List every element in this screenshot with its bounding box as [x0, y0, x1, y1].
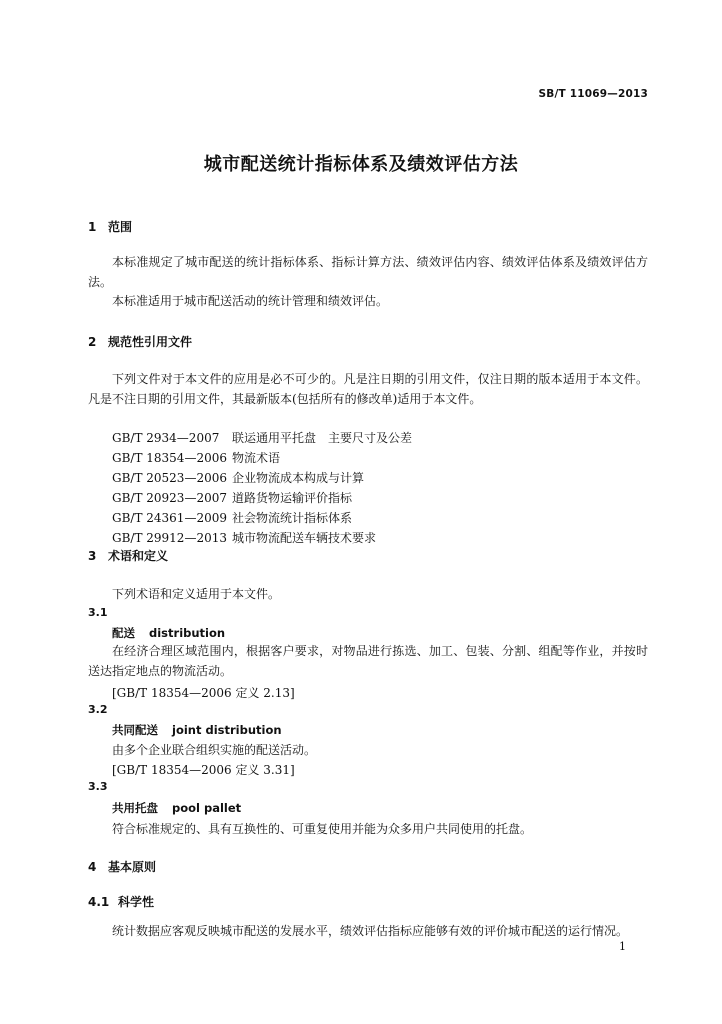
- section-1-heading: [88, 218, 132, 235]
- term-heading: [112, 800, 241, 816]
- term-source: [GB/T 18354—2006 定义 3.31]: [112, 763, 295, 777]
- section-number: 4: [88, 860, 97, 874]
- term-heading: [112, 722, 282, 738]
- subsection-title: 科学性: [118, 895, 155, 909]
- section-number: 1: [88, 220, 97, 234]
- scope-paragraph-1: 本标准规定了城市配送的统计指标体系、指标计算方法、绩效评估内容、绩效评估体系及绩效评估方法。: [88, 255, 648, 289]
- reference-item: [112, 429, 412, 446]
- reference-item: [112, 469, 364, 486]
- reference-title: 道路货物运输评价指标: [232, 491, 353, 505]
- reference-code: GB/T 18354—2006: [112, 451, 227, 465]
- reference-title: 社会物流统计指标体系: [232, 511, 353, 525]
- term-chinese: 共同配送: [112, 723, 158, 737]
- reference-code: GB/T 2934—2007: [112, 431, 220, 445]
- reference-code: GB/T 20523—2006: [112, 471, 227, 485]
- reference-item: [112, 509, 352, 526]
- term-chinese: 共用托盘: [112, 801, 158, 815]
- section-number: 2: [88, 335, 97, 349]
- document-title: 城市配送统计指标体系及绩效评估方法: [203, 154, 519, 175]
- principle-paragraph: 统计数据应客观反映城市配送的发展水平，绩效评估指标应能够有效的评价城市配送的运行情况。: [112, 924, 629, 938]
- reference-title: 联运通用平托盘 主要尺寸及公差: [232, 431, 413, 445]
- normative-intro: 下列文件对于本文件的应用是必不可少的。凡是注日期的引用文件，仅注日期的版本适用于本文件。凡是不注日期的引用文件，其最新版本(包括所有的修改单)适用于本文件。: [88, 372, 648, 406]
- reference-item: [112, 449, 280, 466]
- page-number: 1: [619, 940, 626, 953]
- reference-item: [112, 489, 352, 506]
- scope-paragraph-2: 本标准适用于城市配送活动的统计管理和绩效评估。: [112, 294, 389, 308]
- terms-intro: 下列术语和定义适用于本文件。: [112, 587, 281, 601]
- term-definition: 符合标准规定的、具有互换性的、可重复使用并能为众多用户共同使用的托盘。: [112, 822, 533, 836]
- term-english: joint distribution: [172, 723, 282, 737]
- term-number: 3.1: [88, 606, 108, 619]
- section-2-heading: [88, 333, 192, 350]
- reference-title: 城市物流配送车辆技术要求: [232, 531, 377, 545]
- term-heading: [112, 625, 225, 641]
- standard-code: SB/T 11069—2013: [538, 88, 648, 100]
- section-title: 基本原则: [108, 860, 157, 874]
- section-title: 规范性引用文件: [108, 335, 193, 349]
- section-title: 范围: [108, 220, 133, 234]
- term-english: distribution: [149, 626, 226, 640]
- reference-title: 物流术语: [232, 451, 281, 465]
- term-source: [GB/T 18354—2006 定义 2.13]: [112, 686, 295, 700]
- section-title: 术语和定义: [108, 549, 169, 563]
- term-english: pool pallet: [172, 801, 242, 815]
- term-chinese: 配送: [112, 626, 135, 640]
- section-4-heading: [88, 858, 156, 875]
- term-number: 3.3: [88, 780, 108, 793]
- section-3-heading: [88, 547, 168, 564]
- term-definition: 由多个企业联合组织实施的配送活动。: [112, 743, 317, 757]
- reference-code: GB/T 24361—2009: [112, 511, 227, 525]
- reference-title: 企业物流成本构成与计算: [232, 471, 365, 485]
- term-definition: 在经济合理区域范围内，根据客户要求，对物品进行拣选、加工、包装、分割、组配等作业，并按时送达指定地点的物流活动。: [88, 644, 648, 678]
- reference-code: GB/T 29912—2013: [112, 531, 227, 545]
- section-number: 3: [88, 549, 97, 563]
- reference-item: [112, 529, 376, 546]
- reference-code: GB/T 20923—2007: [112, 491, 227, 505]
- term-number: 3.2: [88, 703, 108, 716]
- subsection-4-1-heading: [88, 893, 154, 910]
- subsection-number: 4.1: [88, 895, 110, 909]
